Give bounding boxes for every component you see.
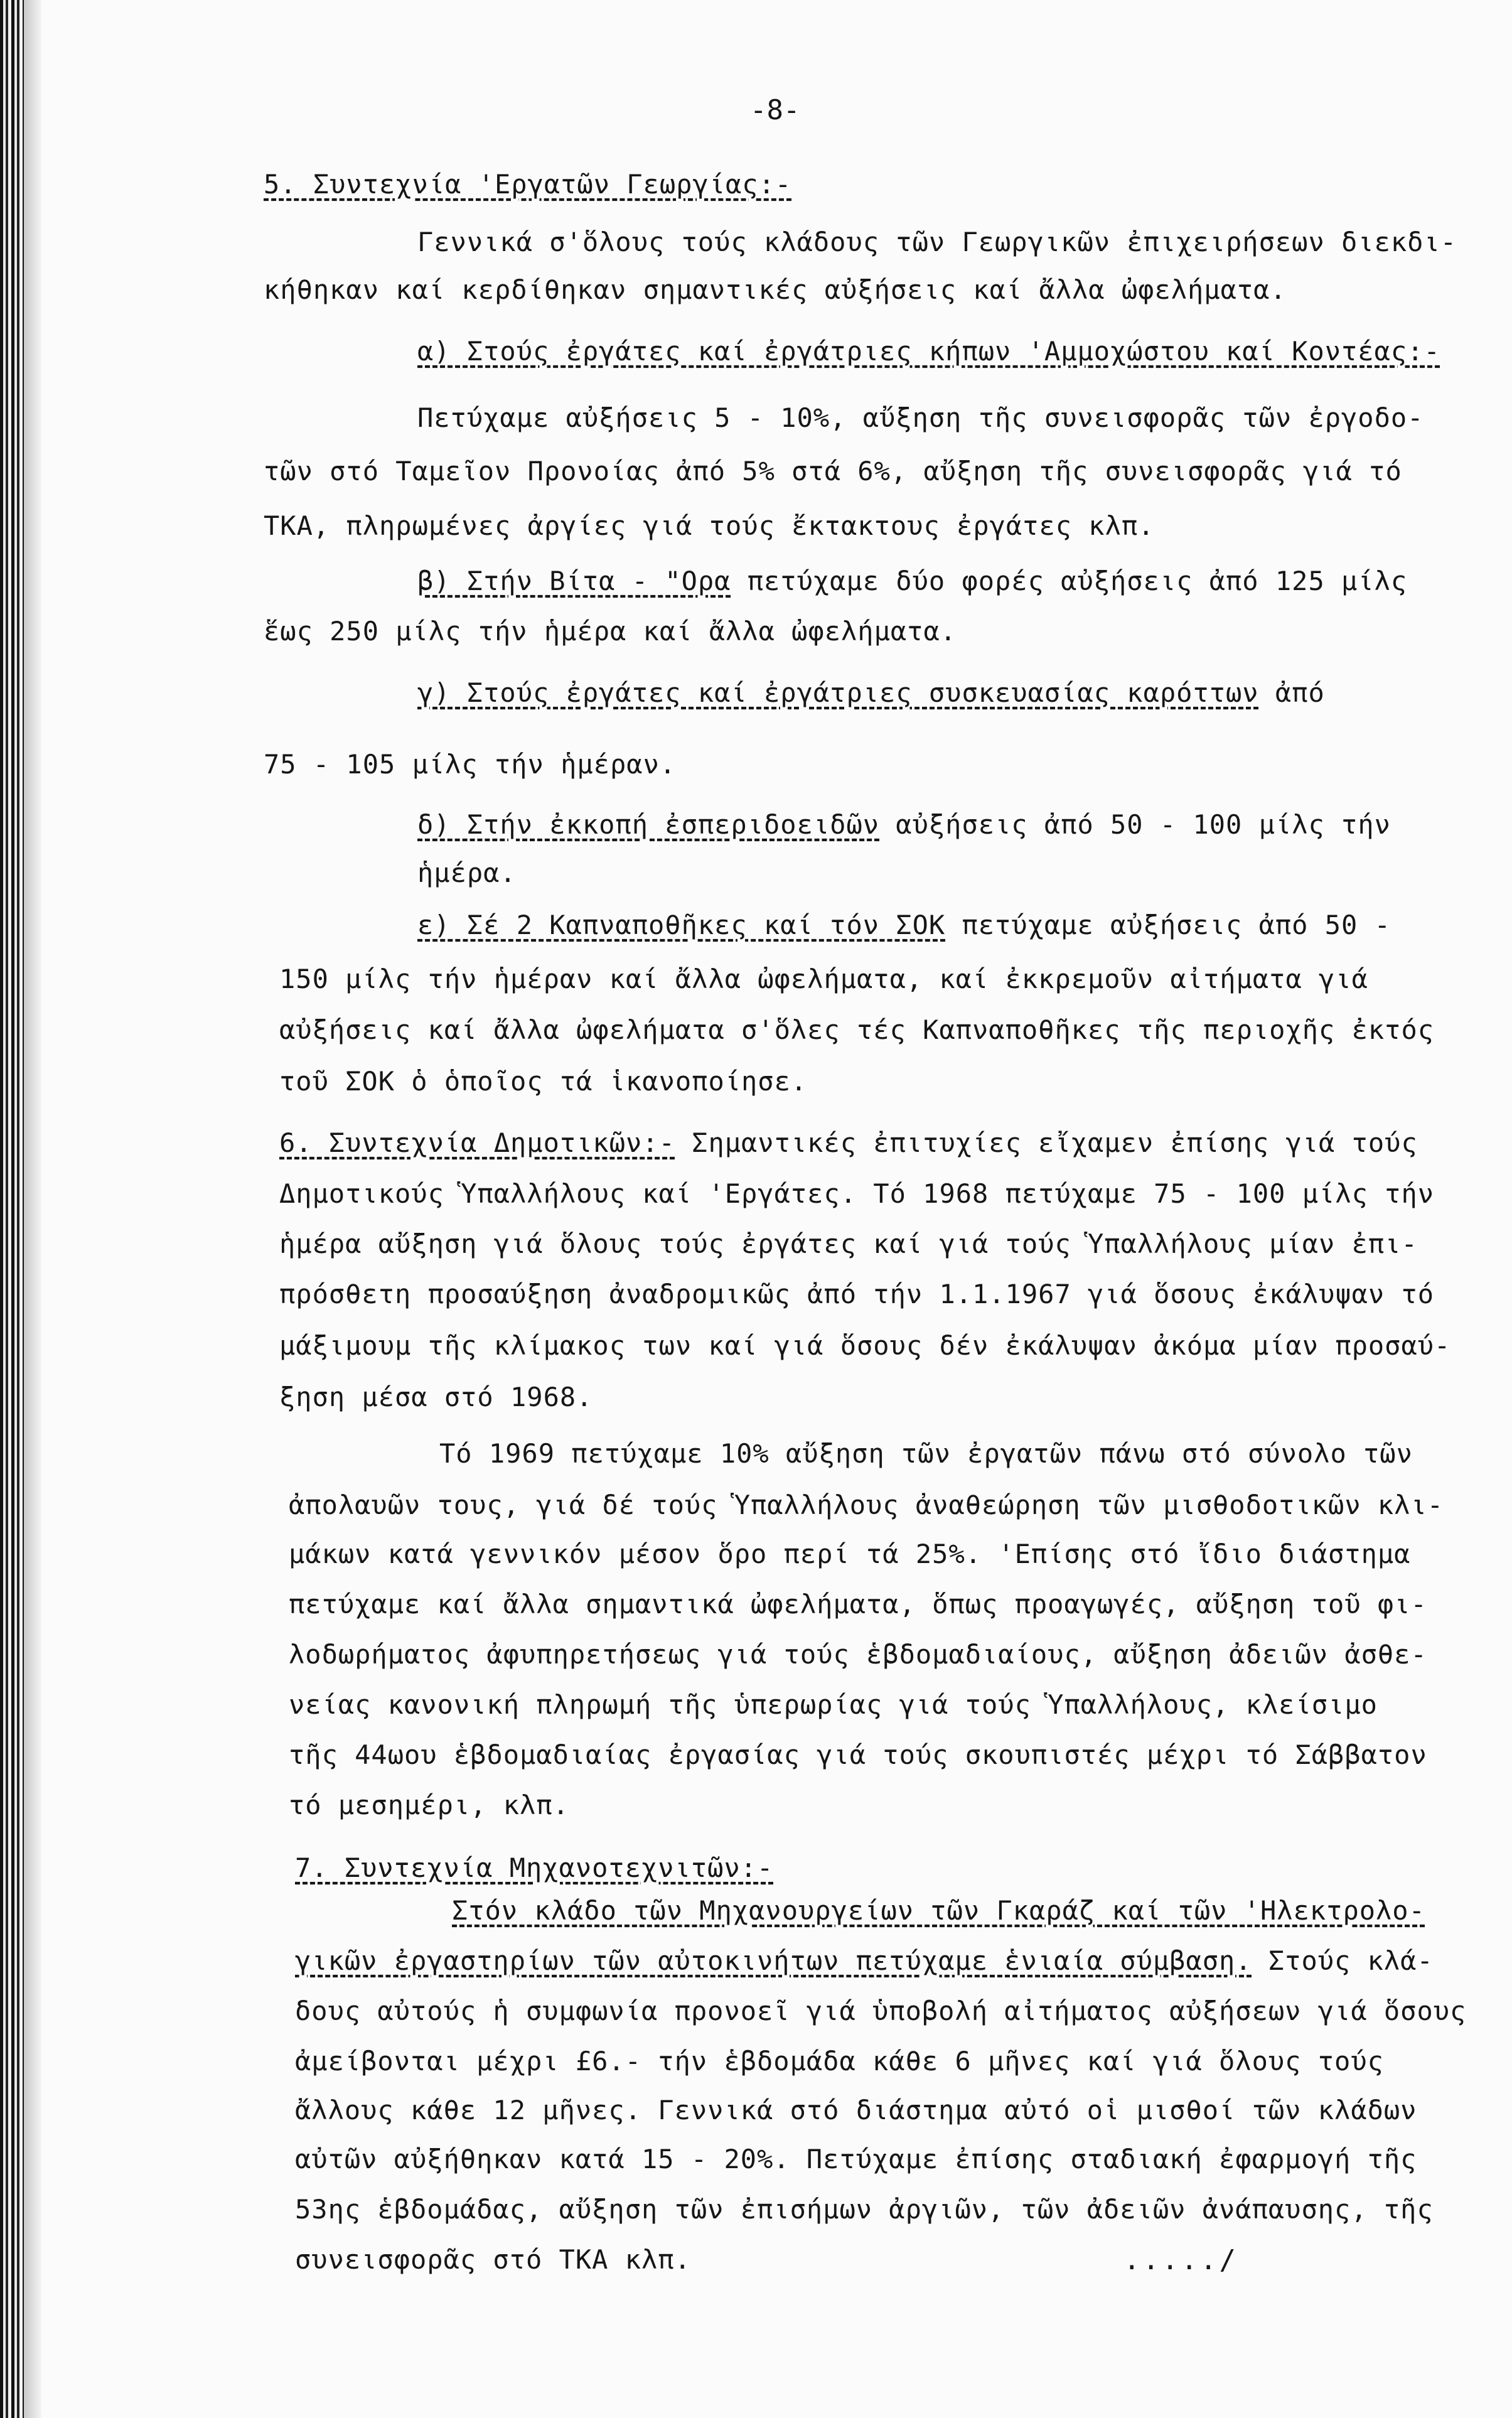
- text-line: [264, 748, 676, 781]
- text-line: [289, 1739, 1427, 1771]
- text-line: [417, 565, 1407, 598]
- text-segment: πρόσθετη προσαύξηση ἀναδρομικῶς ἀπό τήν 1.1.1967 γιά ὅσους ἐκάλυψαν τό: [279, 1279, 1435, 1309]
- text-line: [289, 1689, 1378, 1721]
- text-line: [289, 1588, 1427, 1621]
- underlined-text: 7. Συντεχνία Μηχανοτεχνιτῶν:-: [295, 1852, 774, 1883]
- text-segment: ΤΚΑ, πληρωμένες ἀργίες γιά τούς ἔκτακτους ἐργάτες κλπ.: [264, 510, 1155, 541]
- text-line: [417, 809, 1391, 841]
- text-segment: αὐτῶν αὐξήθηκαν κατά 15 - 20%. Πετύχαμε ἐπίσης σταδιακή ἐφαρμογή τῆς: [295, 2144, 1417, 2174]
- text-line: [295, 2045, 1384, 2078]
- text-line: [279, 1178, 1434, 1210]
- text-segment: Σημαντικές ἐπιτυχίες εἴχαμεν ἐπίσης γιά τούς: [675, 1127, 1418, 1158]
- text-line: [417, 335, 1440, 368]
- text-line: [417, 402, 1424, 434]
- text-segment: μάκων κατά γεννικόν μέσον ὅρο περί τά 25%. 'Επίσης στό ἴδιο διάστημα: [289, 1539, 1411, 1569]
- text-segment: ἀπό: [1258, 677, 1325, 708]
- underlined-text: γ) Στούς ἐργάτες καί ἐργάτριες συσκευασίας καρόττων: [417, 677, 1259, 708]
- text-segment: ἡμέρα αὔξηση γιά ὅλους τούς ἐργάτες καί γιά τούς Ὑπαλλήλους μίαν ἐπι-: [279, 1228, 1418, 1259]
- text-line: [439, 1437, 1413, 1470]
- text-line: [295, 1995, 1466, 2028]
- text-line: [264, 168, 791, 201]
- text-line: [295, 2193, 1434, 2226]
- text-line: [295, 2243, 691, 2276]
- text-segment: δους αὐτούς ἡ συμφωνία προνοεῖ γιά ὑποβολή αἰτήματος αὐξήσεων γιά ὅσους: [295, 1996, 1467, 2026]
- continuation-mark: ...../: [1123, 2244, 1238, 2276]
- text-line: [279, 1381, 592, 1414]
- underlined-text: α) Στούς ἐργάτες καί ἐργάτριες κήπων 'Αμμοχώστου καί Κοντέας:-: [417, 336, 1440, 367]
- text-line: [452, 1894, 1425, 1927]
- text-line: [417, 909, 1391, 942]
- text-segment: τοῦ ΣΟΚ ὁ ὁποῖος τά ἱκανοποίησε.: [279, 1066, 808, 1097]
- text-segment: 150 μίλς τήν ἡμέραν καί ἄλλα ὠφελήματα, καί ἐκκρεμοῦν αἰτήματα γιά: [279, 964, 1368, 994]
- text-segment: αὐξήσεις ἀπό 50 - 100 μίλς τήν: [879, 809, 1391, 840]
- text-segment: πετύχαμε αὐξήσεις ἀπό 50 -: [945, 910, 1391, 940]
- text-line: [417, 226, 1457, 259]
- text-segment: ἄλλους κάθε 12 μῆνες. Γεννικά στό διάστημα αὐτό οἱ μισθοί τῶν κλάδων: [295, 2095, 1417, 2125]
- text-segment: νείας κανονική πληρωμή τῆς ὑπερωρίας γιά τούς Ὑπαλλήλους, κλείσιμο: [289, 1689, 1378, 1720]
- text-segment: κήθηκαν καί κερδίθηκαν σημαντικές αὐξήσεις καί ἄλλα ὠφελήματα.: [264, 274, 1287, 305]
- underlined-text: 5. Συντεχνία 'Εργατῶν Γεωργίας:-: [264, 169, 792, 200]
- text-line: [279, 1127, 1418, 1159]
- binding-edge: [0, 0, 24, 2418]
- text-segment: μάξιμουμ τῆς κλίμακος των καί γιά ὅσους δέν ἐκάλυψαν ἀκόμα μίαν προσαύ-: [279, 1330, 1451, 1361]
- underlined-text: Στόν κλάδο τῶν Μηχανουργείων τῶν Γκαράζ καί τῶν 'Ηλεκτρολο-: [452, 1895, 1425, 1926]
- text-segment: Δημοτικούς Ὑπαλλήλους καί 'Εργάτες. Τό 1968 πετύχαμε 75 - 100 μίλς τήν: [279, 1178, 1435, 1209]
- text-line: [279, 963, 1368, 996]
- text-segment: Γεννικά σ'ὅλους τούς κλάδους τῶν Γεωργικῶν ἐπιχειρήσεων διεκδι-: [417, 227, 1457, 257]
- text-line: [289, 1489, 1444, 1522]
- text-segment: Τό 1969 πετύχαμε 10% αὔξηση τῶν ἐργατῶν πάνω στό σύνολο τῶν: [439, 1438, 1413, 1469]
- text-segment: πετύχαμε καί ἄλλα σημαντικά ὠφελήματα, ὅπως προαγωγές, αὔξηση τοῦ φι-: [289, 1589, 1427, 1620]
- text-segment: πετύχαμε δύο φορές αὐξήσεις ἀπό 125 μίλς: [731, 566, 1408, 596]
- text-line: [264, 510, 1154, 542]
- text-segment: Στούς κλά-: [1252, 1945, 1434, 1976]
- underlined-text: γικῶν ἐργαστηρίων τῶν αὐτοκινήτων πετύχαμε ἑνιαία σύμβαση.: [295, 1945, 1252, 1976]
- text-line: [295, 1945, 1434, 1977]
- text-segment: ἡμέρα.: [417, 857, 517, 888]
- text-line: [264, 455, 1402, 488]
- text-line: [279, 1228, 1418, 1260]
- text-line: [417, 677, 1325, 709]
- text-segment: λοδωρήματος ἀφυπηρετήσεως γιά τούς ἑβδομαδιαίους, αὔξηση ἀδειῶν ἀσθε-: [289, 1639, 1427, 1670]
- text-segment: ξηση μέσα στό 1968.: [279, 1382, 593, 1412]
- text-segment: Πετύχαμε αὐξήσεις 5 - 10%, αὔξηση τῆς συνεισφορᾶς τῶν ἐργοδο-: [417, 402, 1424, 433]
- underlined-text: 6. Συντεχνία Δημοτικῶν:-: [279, 1127, 675, 1158]
- text-line: [417, 857, 517, 889]
- text-segment: αὐξήσεις καί ἄλλα ὠφελήματα σ'ὅλες τές Καπναποθῆκες τῆς περιοχῆς ἐκτός: [279, 1014, 1435, 1045]
- underlined-text: ε) Σέ 2 Καπναποθῆκες καί τόν ΣΟΚ: [417, 910, 946, 940]
- text-segment: συνεισφορᾶς στό ΤΚΑ κλπ.: [295, 2244, 691, 2275]
- text-line: [279, 1065, 807, 1098]
- text-segment: τῆς 44ωου ἑβδομαδιαίας ἐργασίας γιά τούς σκουπιστές μέχρι τό Σάββατον: [289, 1739, 1427, 1770]
- text-line: [289, 1789, 569, 1822]
- text-line: [295, 2143, 1417, 2176]
- text-segment: 53ης ἑβδομάδας, αὔξηση τῶν ἐπισήμων ἀργιῶν, τῶν ἀδειῶν ἀνάπαυσης, τῆς: [295, 2194, 1434, 2225]
- text-segment: τῶν στό Ταμεῖον Προνοίας ἀπό 5% στά 6%, αὔξηση τῆς συνεισφορᾶς γιά τό: [264, 456, 1402, 486]
- underlined-text: β) Στήν Βίτα - "Ορα: [417, 566, 731, 596]
- text-line: [279, 1014, 1434, 1046]
- text-line: [289, 1538, 1410, 1571]
- text-segment: ἕως 250 μίλς τήν ἡμέρα καί ἄλλα ὠφελήματα.: [264, 616, 957, 647]
- text-segment: ἀπολαυῶν τους, γιά δέ τούς Ὑπαλλήλους ἀναθεώρηση τῶν μισθοδοτικῶν κλι-: [289, 1490, 1444, 1520]
- text-line: [289, 1638, 1427, 1671]
- text-line: [295, 2094, 1417, 2127]
- text-segment: 75 - 105 μίλς τήν ἡμέραν.: [264, 749, 677, 780]
- binding-shadow: [24, 0, 41, 2418]
- text-line: [279, 1330, 1450, 1362]
- text-line: [264, 615, 957, 648]
- underlined-text: δ) Στήν ἐκκοπή ἐσπεριδοειδῶν: [417, 809, 880, 840]
- text-line: [279, 1278, 1434, 1311]
- page-number: -8-: [750, 94, 800, 126]
- text-line: [264, 274, 1287, 306]
- text-line: [295, 1852, 773, 1884]
- text-segment: ἀμείβονται μέχρι £6.- τήν ἑβδομάδα κάθε 6 μῆνες καί γιά ὅλους τούς: [295, 2046, 1384, 2077]
- text-segment: τό μεσημέρι, κλπ.: [289, 1790, 569, 1820]
